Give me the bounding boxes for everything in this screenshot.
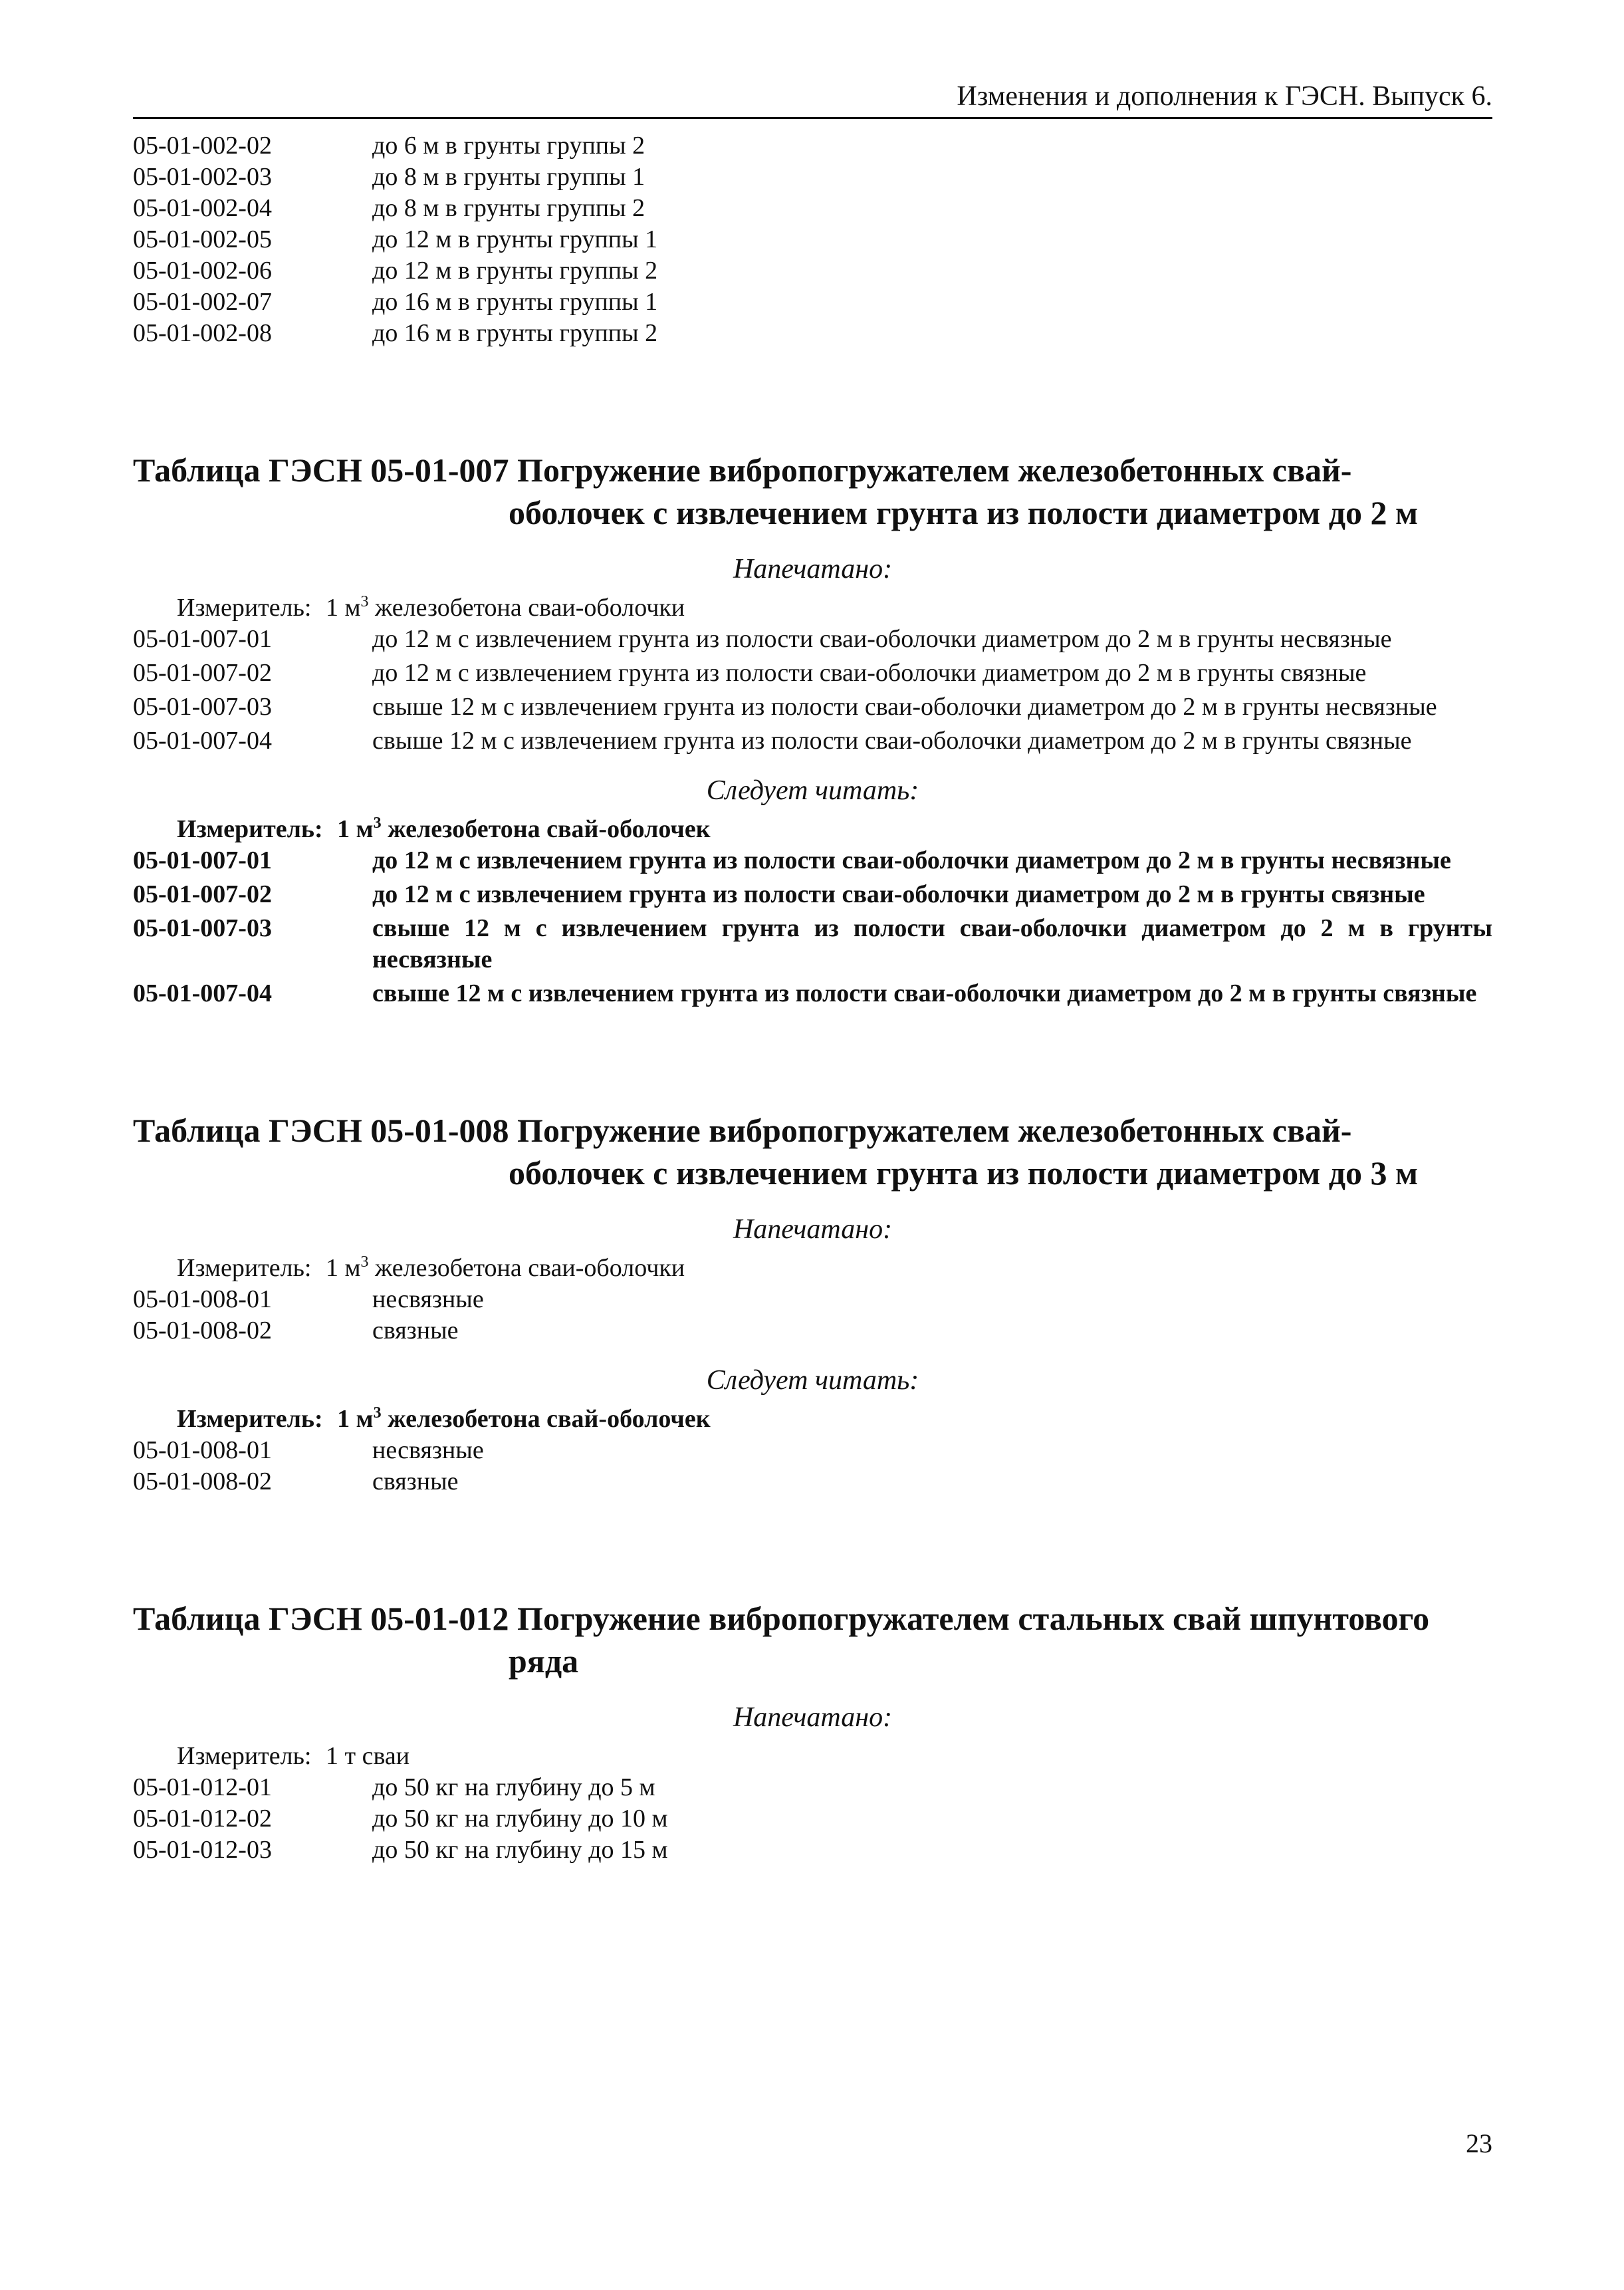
measure-label: Измеритель: (177, 1405, 323, 1433)
table-title-line2: оболочек с извлечением грунта из полости диаметром до 3 м (509, 1154, 1419, 1192)
printed-label: Напечатано: (733, 1214, 893, 1245)
measure-line (133, 592, 1492, 624)
table-title-line1: Таблица ГЭСН 05-01-008 Погружение вибропогружателем железобетонных свай- (133, 1112, 1352, 1149)
row-code: 05-01-007-01 (133, 625, 272, 653)
row-code: 05-01-008-02 (133, 1467, 272, 1495)
row-text: свыше 12 м с извлечением грунта из полости сваи-оболочки диаметром до 2 м в грунты связные (372, 727, 1412, 755)
measure-value: 1 $м^3$ железобетона свай-оболочек (337, 1404, 711, 1433)
row-code: 05-01-007-03 (133, 914, 272, 942)
list-item (133, 193, 1492, 224)
list-item (133, 1284, 1492, 1315)
list-item (133, 287, 1492, 318)
list-item (133, 879, 1492, 910)
running-header: Изменения и дополнения к ГЭСН. Выпуск 6. (957, 81, 1492, 112)
row-code: 05-01-007-03 (133, 693, 272, 721)
row-code: 05-01-002-02 (133, 132, 272, 160)
table-section-008 (133, 1109, 1492, 1497)
list-item (133, 725, 1492, 757)
list-item (133, 1435, 1492, 1466)
row-text: до 50 кг на глубину до 10 м (372, 1805, 668, 1833)
page-content (133, 130, 1492, 1866)
row-code: 05-01-008-01 (133, 1285, 272, 1313)
table-section-012 (133, 1597, 1492, 1866)
table-section-007 (133, 449, 1492, 1009)
row-text: несвязные (372, 1436, 484, 1464)
row-code: 05-01-007-02 (133, 880, 272, 908)
row-text: свыше 12 м с извлечением грунта из полости сваи-оболочки диаметром до 2 м в грунты связные (372, 979, 1477, 1007)
measure-label: Измеритель: (177, 815, 323, 843)
list-item (133, 318, 1492, 349)
top-rows (133, 130, 1492, 349)
row-text: до 8 м в грунты группы 1 (372, 163, 645, 191)
list-item (133, 845, 1492, 876)
measure-value: 1 $м^3$ железобетона сваи-оболочки (326, 593, 685, 622)
row-text: до 12 м с извлечением грунта из полости сваи-оболочки диаметром до 2 м в грунты связные (372, 659, 1367, 687)
measure-line (133, 1253, 1492, 1284)
row-text: свыше 12 м с извлечением грунта из полости сваи-оболочки диаметром до 2 м в грунты несвязные (372, 693, 1437, 721)
table-title (133, 1109, 1492, 1194)
row-code: 05-01-007-02 (133, 659, 272, 687)
measure-value: 1 $м^3$ железобетона свай-оболочек (337, 815, 711, 843)
row-text: несвязные (372, 1285, 484, 1313)
row-text: до 12 м с извлечением грунта из полости сваи-оболочки диаметром до 2 м в грунты связные (372, 880, 1425, 908)
row-text: до 50 кг на глубину до 15 м (372, 1836, 668, 1864)
row-text: связные (372, 1317, 459, 1344)
measure-line (133, 1741, 1492, 1772)
row-code: 05-01-012-01 (133, 1773, 272, 1801)
row-code: 05-01-002-03 (133, 163, 272, 191)
measure-value: 1 $м^3$ железобетона сваи-оболочки (326, 1253, 685, 1282)
measure-label: Измеритель: (177, 1742, 312, 1770)
list-item (133, 224, 1492, 255)
row-text: до 12 м с извлечением грунта из полости сваи-оболочки диаметром до 2 м в грунты несвязные (372, 846, 1451, 874)
row-text: до 12 м с извлечением грунта из полости сваи-оболочки диаметром до 2 м в грунты несвязные (372, 625, 1392, 653)
list-item (133, 624, 1492, 655)
measure-line (133, 1404, 1492, 1435)
row-code: 05-01-008-02 (133, 1317, 272, 1344)
table-title-line2: оболочек с извлечением грунта из полости диаметром до 2 м (509, 494, 1419, 531)
measure-label: Измеритель: (177, 1254, 312, 1282)
row-text: свыше 12 м с извлечением грунта из полости сваи-оболочки диаметром до 2 м в грунты несвязные (372, 914, 1492, 973)
row-text: до 50 кг на глубину до 5 м (372, 1773, 655, 1801)
row-code: 05-01-012-03 (133, 1836, 272, 1864)
list-item (133, 1803, 1492, 1835)
list-item (133, 1315, 1492, 1346)
header-rule (133, 117, 1492, 119)
measure-line (133, 814, 1492, 845)
row-text: до 6 м в грунты группы 2 (372, 132, 645, 160)
row-text: до 16 м в грунты группы 2 (372, 319, 658, 347)
list-item (133, 658, 1492, 689)
row-code: 05-01-002-05 (133, 225, 272, 253)
row-code: 05-01-012-02 (133, 1805, 272, 1833)
list-item (133, 1835, 1492, 1866)
row-code: 05-01-007-01 (133, 846, 272, 874)
table-title (133, 449, 1492, 534)
row-code: 05-01-007-04 (133, 727, 272, 755)
printed-label: Напечатано: (733, 554, 893, 584)
row-code: 05-01-002-06 (133, 257, 272, 285)
row-text: связные (372, 1467, 459, 1495)
row-code: 05-01-007-04 (133, 979, 272, 1007)
measure-value: 1 т сваи (326, 1742, 410, 1770)
table-title-line2: ряда (509, 1642, 579, 1680)
row-code: 05-01-002-07 (133, 288, 272, 316)
row-text: до 12 м в грунты группы 1 (372, 225, 658, 253)
list-item (133, 1466, 1492, 1497)
table-title-line1: Таблица ГЭСН 05-01-007 Погружение вибропогружателем железобетонных свай- (133, 451, 1352, 489)
list-item (133, 692, 1492, 723)
row-text: до 8 м в грунты группы 2 (372, 194, 645, 222)
read-label: Следует читать: (706, 775, 919, 806)
printed-label: Напечатано: (733, 1702, 893, 1733)
table-title (133, 1597, 1492, 1682)
row-text: до 12 м в грунты группы 2 (372, 257, 658, 285)
page-number: 23 (1466, 2128, 1492, 2158)
list-item (133, 978, 1492, 1009)
table-title-line1: Таблица ГЭСН 05-01-012 Погружение вибропогружателем стальных свай шпунтового (133, 1600, 1430, 1637)
measure-label: Измеритель: (177, 594, 312, 622)
row-code: 05-01-002-08 (133, 319, 272, 347)
list-item (133, 130, 1492, 162)
list-item (133, 1772, 1492, 1803)
row-code: 05-01-008-01 (133, 1436, 272, 1464)
row-code: 05-01-002-04 (133, 194, 272, 222)
read-label: Следует читать: (706, 1365, 919, 1396)
list-item (133, 255, 1492, 287)
row-text: до 16 м в грунты группы 1 (372, 288, 658, 316)
list-item (133, 162, 1492, 193)
list-item (133, 913, 1492, 975)
